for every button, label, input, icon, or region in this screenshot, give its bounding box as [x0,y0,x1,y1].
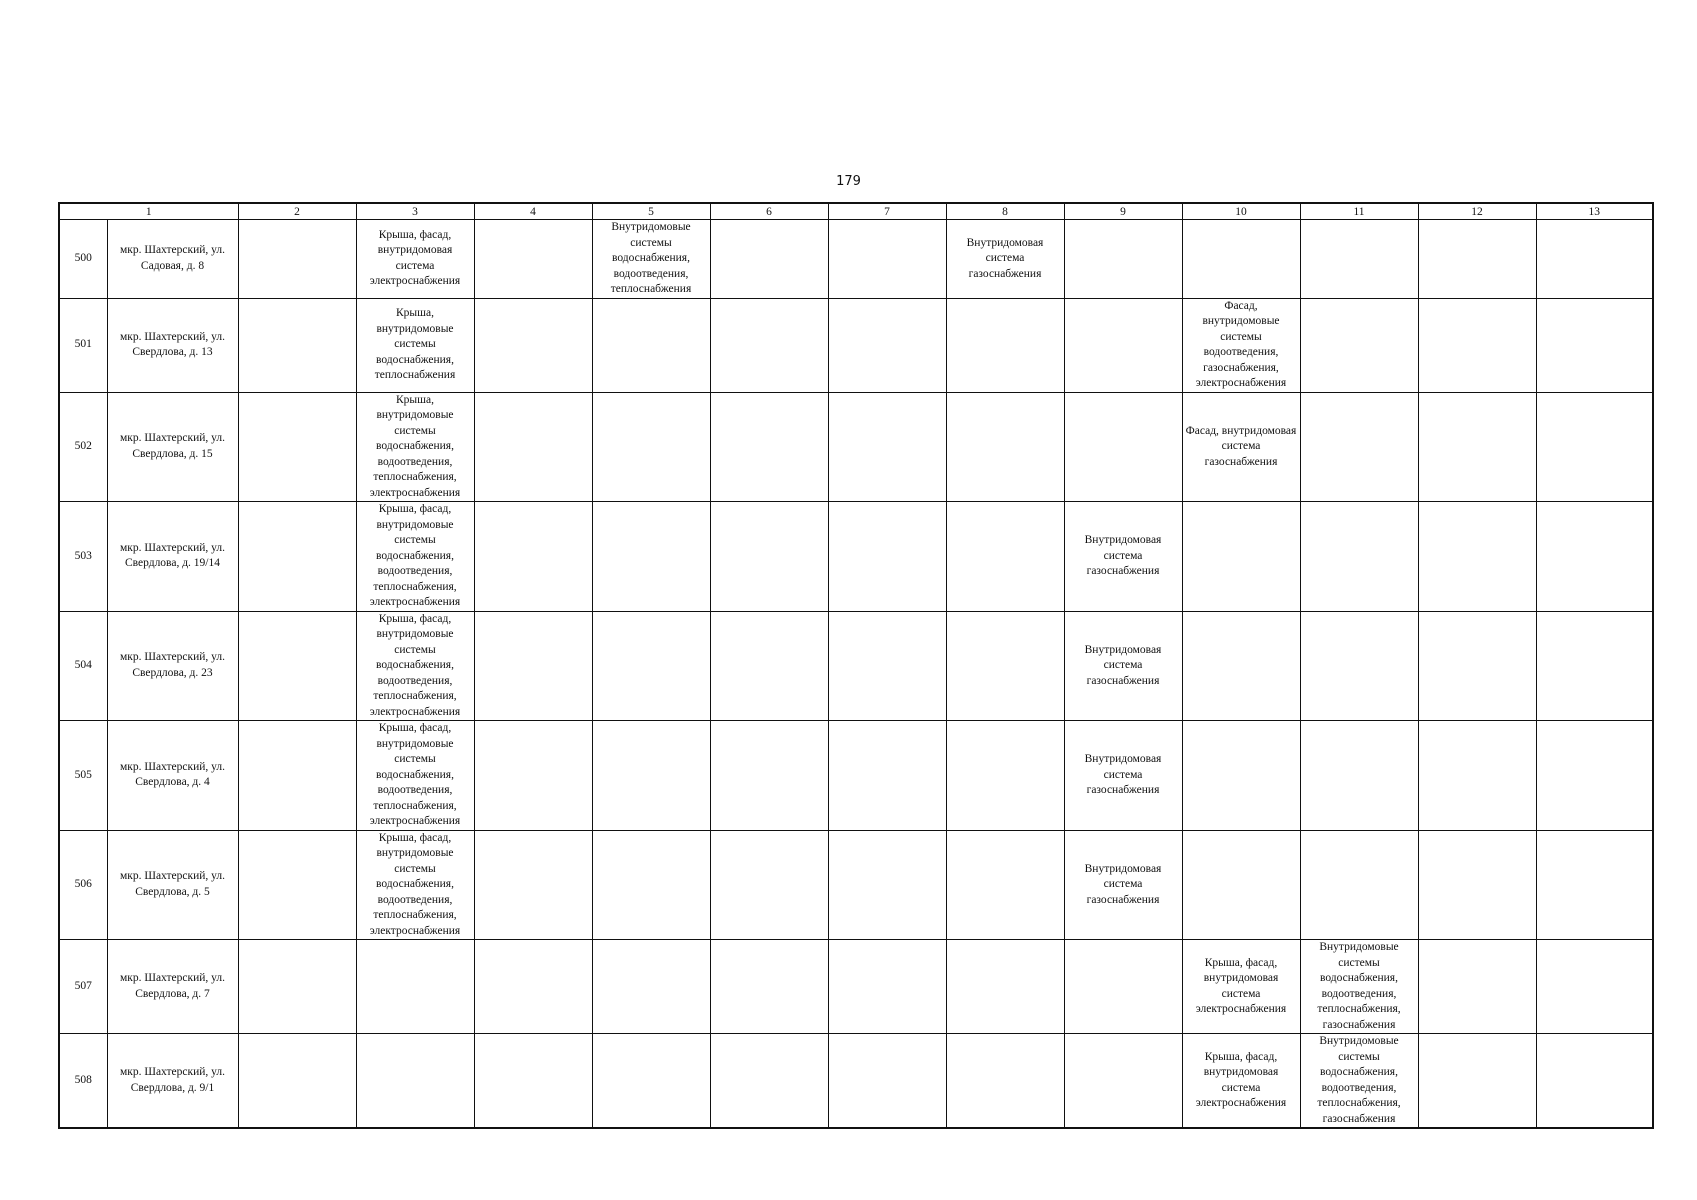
work-cell [1182,502,1300,612]
empty-cell [710,611,828,721]
empty-cell [474,220,592,299]
work-cell: Крыша, фасад, внутридомовые системы водоснабжения, водоотведения, теплоснабжения, электроснабжения [356,721,474,831]
column-header: 12 [1418,203,1536,220]
table-row [59,1034,1653,1129]
empty-cell [828,502,946,612]
empty-cell [828,830,946,940]
empty-cell [238,721,356,831]
address-cell: мкр. Шахтерский, ул. Свердлова, д. 23 [107,611,238,721]
table-row [59,940,1653,1034]
empty-cell [1418,220,1536,299]
empty-cell [828,298,946,392]
work-cell [946,392,1064,502]
empty-cell [828,392,946,502]
table-row [59,502,1653,612]
work-cell [1182,721,1300,831]
empty-cell [474,611,592,721]
table-row [59,611,1653,721]
empty-cell [1418,392,1536,502]
empty-cell [710,721,828,831]
empty-cell [474,830,592,940]
work-cell [1064,298,1182,392]
work-cell: Фасад, внутридомовые системы водоотведения, газоснабжения, электроснабжения [1182,298,1300,392]
column-header: 9 [1064,203,1182,220]
work-cell: Крыша, фасад, внутридомовые системы водоснабжения, водоотведения, теплоснабжения, электроснабжения [356,611,474,721]
empty-cell [1536,392,1653,502]
work-cell: Внутридомовая система газоснабжения [1064,721,1182,831]
row-number: 508 [59,1034,107,1129]
table-row [59,721,1653,831]
column-header: 11 [1300,203,1418,220]
empty-cell [474,392,592,502]
column-header: 13 [1536,203,1653,220]
empty-cell [828,220,946,299]
work-cell [592,502,710,612]
table-row [59,830,1653,940]
column-header: 4 [474,203,592,220]
empty-cell [828,1034,946,1129]
address-cell: мкр. Шахтерский, ул. Свердлова, д. 15 [107,392,238,502]
work-cell [1300,830,1418,940]
empty-cell [1418,298,1536,392]
empty-cell [710,940,828,1034]
row-number: 507 [59,940,107,1034]
work-cell: Внутридомовая система газоснабжения [1064,830,1182,940]
work-cell: Крыша, фасад, внутридомовые системы водоснабжения, водоотведения, теплоснабжения, электроснабжения [356,830,474,940]
empty-cell [828,940,946,1034]
work-cell [1064,1034,1182,1129]
column-header: 8 [946,203,1064,220]
row-number: 503 [59,502,107,612]
work-cell [592,721,710,831]
work-cell: Крыша, фасад, внутридомовая система электроснабжения [1182,940,1300,1034]
empty-cell [710,830,828,940]
empty-cell [710,298,828,392]
work-cell: Внутридомовая система газоснабжения [946,220,1064,299]
work-cell [1300,721,1418,831]
work-cell: Крыша, фасад, внутридомовая система электроснабжения [356,220,474,299]
column-header: 7 [828,203,946,220]
work-cell: Внутридомовая система газоснабжения [1064,502,1182,612]
empty-cell [238,611,356,721]
empty-cell [1418,830,1536,940]
empty-cell [1418,502,1536,612]
table-row [59,220,1653,299]
work-cell: Внутридомовые системы водоснабжения, водоотведения, теплоснабжения, газоснабжения [1300,1034,1418,1129]
empty-cell [1536,830,1653,940]
work-cell [946,721,1064,831]
column-header: 3 [356,203,474,220]
empty-cell [1536,502,1653,612]
work-cell [946,611,1064,721]
page-number: 179 [836,174,861,189]
work-cell [946,502,1064,612]
empty-cell [474,721,592,831]
empty-cell [1536,721,1653,831]
empty-cell [710,502,828,612]
row-number: 502 [59,392,107,502]
row-number: 505 [59,721,107,831]
work-cell [592,1034,710,1129]
empty-cell [238,1034,356,1129]
work-cell [946,298,1064,392]
address-cell: мкр. Шахтерский, ул. Свердлова, д. 13 [107,298,238,392]
row-number: 504 [59,611,107,721]
column-header: 1 [59,203,238,220]
empty-cell [238,392,356,502]
work-cell [1182,830,1300,940]
empty-cell [710,392,828,502]
work-cell [1182,220,1300,299]
work-cell [1300,611,1418,721]
row-number: 500 [59,220,107,299]
address-cell: мкр. Шахтерский, ул. Садовая, д. 8 [107,220,238,299]
column-header: 2 [238,203,356,220]
work-cell [1064,392,1182,502]
work-cell [1064,220,1182,299]
work-cell [1300,502,1418,612]
work-cell: Фасад, внутридомовая система газоснабжения [1182,392,1300,502]
work-cell [356,940,474,1034]
work-cell [946,1034,1064,1129]
work-cell: Внутридомовые системы водоснабжения, водоотведения, теплоснабжения [592,220,710,299]
empty-cell [710,1034,828,1129]
work-cell [592,830,710,940]
empty-cell [1536,940,1653,1034]
empty-cell [1418,940,1536,1034]
address-cell: мкр. Шахтерский, ул. Свердлова, д. 5 [107,830,238,940]
column-number-row [59,203,1653,220]
work-cell [1300,392,1418,502]
work-cell: Внутридомовые системы водоснабжения, водоотведения, теплоснабжения, газоснабжения [1300,940,1418,1034]
empty-cell [1536,1034,1653,1129]
work-cell: Крыша, фасад, внутридомовая система электроснабжения [1182,1034,1300,1129]
empty-cell [828,721,946,831]
address-cell: мкр. Шахтерский, ул. Свердлова, д. 4 [107,721,238,831]
empty-cell [1418,721,1536,831]
work-cell [592,611,710,721]
work-cell [1064,940,1182,1034]
empty-cell [238,220,356,299]
empty-cell [238,298,356,392]
empty-cell [1418,611,1536,721]
empty-cell [238,502,356,612]
work-cell [946,940,1064,1034]
address-cell: мкр. Шахтерский, ул. Свердлова, д. 7 [107,940,238,1034]
empty-cell [1536,298,1653,392]
table-row [59,298,1653,392]
column-header: 5 [592,203,710,220]
work-cell: Внутридомовая система газоснабжения [1064,611,1182,721]
work-cell [1182,611,1300,721]
address-cell: мкр. Шахтерский, ул. Свердлова, д. 19/14 [107,502,238,612]
empty-cell [238,940,356,1034]
work-cell [592,392,710,502]
work-cell [1300,220,1418,299]
work-cell [592,298,710,392]
table-row [59,392,1653,502]
column-header: 6 [710,203,828,220]
empty-cell [474,502,592,612]
work-cell [356,1034,474,1129]
work-cell [946,830,1064,940]
empty-cell [828,611,946,721]
empty-cell [474,298,592,392]
empty-cell [238,830,356,940]
empty-cell [1536,611,1653,721]
work-cell: Крыша, внутридомовые системы водоснабжения, теплоснабжения [356,298,474,392]
empty-cell [474,1034,592,1129]
empty-cell [710,220,828,299]
row-number: 501 [59,298,107,392]
empty-cell [1536,220,1653,299]
work-cell: Крыша, внутридомовые системы водоснабжения, водоотведения, теплоснабжения, электроснабжения [356,392,474,502]
address-cell: мкр. Шахтерский, ул. Свердлова, д. 9/1 [107,1034,238,1129]
row-number: 506 [59,830,107,940]
empty-cell [1418,1034,1536,1129]
column-header: 10 [1182,203,1300,220]
work-cell [592,940,710,1034]
work-schedule-table [58,202,1654,1129]
empty-cell [474,940,592,1034]
work-cell [1300,298,1418,392]
work-cell: Крыша, фасад, внутридомовые системы водоснабжения, водоотведения, теплоснабжения, электроснабжения [356,502,474,612]
